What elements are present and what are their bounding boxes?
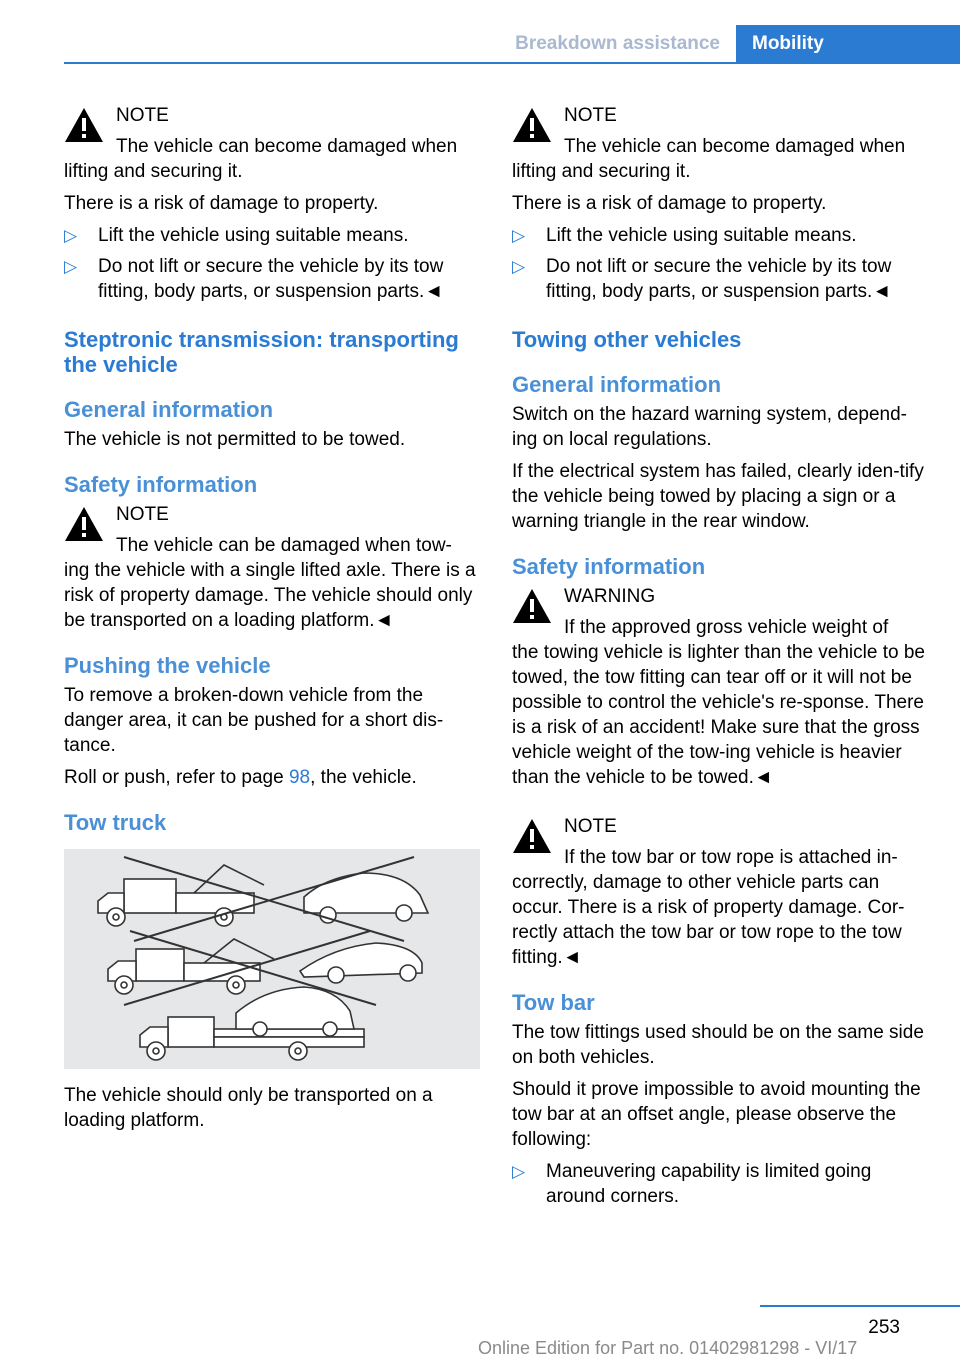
body-text: The tow fittings used should be on the same side on both vehicles. <box>512 1022 924 1068</box>
tow-truck-illustration <box>64 849 480 1069</box>
warning-triangle-icon <box>64 506 104 542</box>
warning-triangle-icon <box>512 588 552 624</box>
body-text: Should it prove impossible to avoid mounting the tow bar at an offset angle, please observe the following: <box>512 1079 921 1150</box>
note-text-first-line: The vehicle can become damaged when <box>564 136 906 157</box>
subheading-pushing: Pushing the vehicle <box>64 653 271 678</box>
body-text: If the electrical system has failed, clearly iden-tify the vehicle being towed by placing a sign or a warning triangle in the rear window. <box>512 461 924 532</box>
subheading-general-information: General information <box>512 372 722 397</box>
subheading-safety-information: Safety information <box>512 554 706 579</box>
subheading-general-information: General information <box>64 397 274 422</box>
note-text-first-line: The vehicle can become damaged when <box>116 136 458 157</box>
note-label: NOTE <box>564 105 617 126</box>
tow-truck-diagram-icon <box>64 849 480 1069</box>
warning-triangle-icon <box>512 818 552 854</box>
header-chapter-tab: Mobility <box>736 25 960 62</box>
note-text: lifting and securing it. <box>64 161 243 182</box>
page-header <box>64 25 960 64</box>
note-text: correctly, damage to other vehicle parts can occur. There is a risk of property damage. Cor-rectly attach the tow bar or tow rope to the tow fitting.◄ <box>512 872 905 968</box>
section-heading-steptronic: Steptronic transmission: transporting the vehicle <box>64 327 459 377</box>
warning-label: WARNING <box>564 586 656 607</box>
note-lifting-box <box>512 103 928 184</box>
note-lifting-box <box>64 103 480 184</box>
note-text-first-line: If the tow bar or tow rope is attached in- <box>564 847 898 868</box>
warning-text-first-line: If the approved gross vehicle weight of <box>564 617 889 638</box>
note-label: NOTE <box>116 504 169 525</box>
subheading-safety-information: Safety information <box>64 472 258 497</box>
note-label: NOTE <box>564 816 617 837</box>
bullet-list <box>512 1159 928 1209</box>
note-towing-box <box>64 502 480 633</box>
body-text: Switch on the hazard warning system, depend-ing on local regulations. <box>512 404 907 450</box>
note-label: NOTE <box>116 105 169 126</box>
bullet-triangle-icon: ▷ <box>512 1162 526 1181</box>
section-heading-towing-other: Towing other vehicles <box>512 327 742 352</box>
note-towbar-box <box>512 814 928 970</box>
left-column <box>64 103 480 1140</box>
list-item: ▷ Lift the vehicle using suitable means. <box>512 225 857 246</box>
footer-rule <box>760 1305 960 1307</box>
page-number: 253 <box>868 1317 900 1338</box>
edition-footer: Online Edition for Part no. 01402981298 - VI/17 <box>478 1338 858 1358</box>
body-text: The vehicle is not permitted to be towed. <box>64 429 406 450</box>
note-text: ing the vehicle with a single lifted axle. There is a risk of property damage. The vehicle should only be transported on a loading platform.◄ <box>64 560 476 631</box>
page-reference-link[interactable]: 98 <box>288 767 311 788</box>
bullet-list <box>64 223 480 304</box>
warning-triangle-icon <box>64 107 104 143</box>
risk-text: There is a risk of damage to property. <box>512 193 827 214</box>
bullet-triangle-icon: ▷ <box>512 257 526 276</box>
list-item: ▷ Lift the vehicle using suitable means. <box>64 225 409 246</box>
bullet-triangle-icon: ▷ <box>512 226 526 245</box>
subheading-tow-truck: Tow truck <box>64 810 167 835</box>
list-item: ▷ Do not lift or secure the vehicle by its tow fitting, body parts, or suspension parts.◄ <box>64 256 444 302</box>
list-item: ▷ Maneuvering capability is limited going around corners. <box>512 1161 872 1207</box>
warning-text: the towing vehicle is lighter than the vehicle to be towed, the tow fitting can tear off or it will not be possible to control the vehicle's re-sponse. There is a risk of an accident! Make sure that the gross vehicle weight of the tow-ing vehicle is heavier than the vehicle to be towed.◄ <box>512 642 925 788</box>
risk-text: There is a risk of damage to property. <box>64 193 379 214</box>
subheading-tow-bar: Tow bar <box>512 990 595 1015</box>
note-text-first-line: The vehicle can be damaged when tow- <box>116 535 452 556</box>
bullet-triangle-icon: ▷ <box>64 257 78 276</box>
list-item: ▷ Do not lift or secure the vehicle by its tow fitting, body parts, or suspension parts.◄ <box>512 256 892 302</box>
body-text-roll: Roll or push, refer to page 98, the vehicle. <box>64 767 417 788</box>
figure-caption: The vehicle should only be transported on a loading platform. <box>64 1085 433 1131</box>
bullet-triangle-icon: ▷ <box>64 226 78 245</box>
warning-triangle-icon <box>512 107 552 143</box>
right-column <box>512 103 928 1216</box>
bullet-list <box>512 223 928 304</box>
note-text: lifting and securing it. <box>512 161 691 182</box>
warning-weight-box <box>512 584 928 790</box>
header-section-title: Breakdown assistance <box>515 33 720 54</box>
body-text: To remove a broken-down vehicle from the danger area, it can be pushed for a short dis-tance. <box>64 685 444 756</box>
